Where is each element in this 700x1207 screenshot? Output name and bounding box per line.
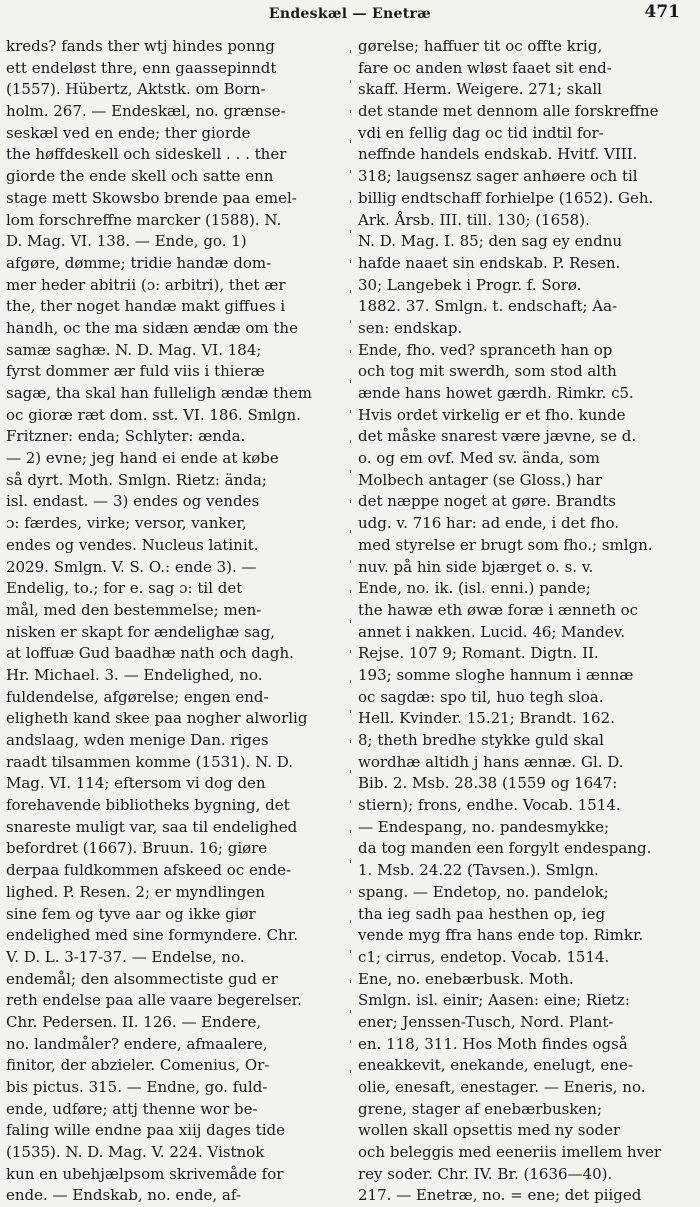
text-line: D. Mag. VI. 138. — Ende, go. 1): [6, 232, 247, 251]
text-line: oc gioræ ræt dom. sst. VI. 186. Smlgn.: [6, 405, 301, 424]
text-line: och tog mit swerdh, som stod alth: [358, 362, 617, 381]
text-line: vdi en fellig dag oc tid indtil for-: [358, 123, 604, 142]
text-line: med styrelse er brugt som fho.; smlgn.: [358, 535, 653, 554]
text-line: grene, stager af enebærbusken;: [358, 1099, 602, 1118]
text-line: 193; somme sloghe hannum i ænnæ: [358, 665, 634, 684]
text-line: no. landmåler? endere, afmaalere,: [6, 1034, 268, 1053]
text-line: gørelse; haffuer tit oc offte krig,: [358, 37, 603, 55]
text-line: N. D. Mag. I. 85; den sag ey endnu: [358, 232, 623, 251]
text-line: (1535). N. D. Mag. V. 224. Vistnok: [6, 1143, 265, 1162]
text-line: Mag. VI. 114; eftersom vi dog den: [6, 774, 266, 793]
text-line: the høffdeskell och sideskell . . . ther: [6, 145, 287, 164]
text-line: c1; cirrus, endetop. Vocab. 1514.: [358, 947, 610, 966]
text-line: eligheth kand skee paa nogher alworlig: [6, 709, 308, 728]
text-line: 30; Langebek i Progr. f. Sorø.: [358, 275, 582, 294]
text-line: (1557). Hübertz, Aktstk. om Born-: [6, 80, 266, 99]
text-line: handh, oc the ma sidæn ændæ om the: [6, 318, 298, 337]
text-line: oc sagdæ: spo til, huo tegh sloa.: [358, 687, 604, 706]
text-line: Molbech antager (se Gloss.) har: [358, 470, 603, 489]
text-line: stage mett Skowsbo brende paa emel-: [6, 188, 297, 207]
page-header: [0, 0, 700, 30]
text-line: nuv. på hin side bjærget o. s. v.: [358, 557, 594, 576]
page-number: 471: [644, 2, 680, 22]
text-line: 1882. 37. Smlgn. t. endschaft; Aa-: [358, 297, 618, 316]
text-line: vende myg ffra hans ende top. Rimkr.: [358, 926, 644, 945]
text-line: — Endespang, no. pandesmykke;: [358, 817, 610, 836]
text-line: snareste muligt var, saa til endelighed: [6, 817, 298, 836]
text-line: fare oc anden wløst faaet sit end-: [358, 58, 612, 77]
text-line: ende, udføre; attj thenne wor be-: [6, 1099, 258, 1118]
text-line: Smlgn. isl. einir; Aasen: eine; Rietz:: [358, 991, 630, 1010]
text-line: det måske snarest være jævne, se d.: [358, 427, 637, 446]
text-line: 1. Msb. 24.22 (Tavsen.). Smlgn.: [358, 861, 599, 880]
text-line: the, ther noget handæ makt giffues i: [6, 297, 286, 316]
text-line: olie, enesaft, enestager. — Eneris, no.: [358, 1078, 646, 1096]
text-line: billig endtschaff forhielpe (1652). Geh.: [358, 188, 654, 207]
text-line: raadt tilsammen komme (1531). N. D.: [6, 752, 294, 771]
text-line: 318; laugsensz sager anhøere och til: [358, 167, 638, 186]
text-line: Hell. Kvinder. 15.21; Brandt. 162.: [358, 709, 615, 728]
text-line: Hvis ordet virkelig er et fho. kunde: [358, 405, 626, 424]
text-line: annet i nakken. Lucid. 46; Mandev.: [358, 622, 626, 641]
left-column: [6, 36, 346, 1207]
text-line: fyrst dommer ær fuld viis i thieræ: [6, 362, 265, 381]
text-line: seskæl ved en ende; ther giorde: [6, 123, 251, 142]
text-line: 8; theth bredhe stykke guld skal: [358, 731, 604, 749]
text-line: derpaa fuldkommen afskeed oc ende-: [6, 861, 292, 880]
column-divider: [350, 50, 351, 1100]
text-line: sine fem og tyve aar og ikke giør: [6, 904, 256, 923]
text-line: stiern); frons, endhe. Vocab. 1514.: [358, 796, 621, 815]
text-line: sagæ, tha skal han fulleligh ændæ them: [6, 384, 312, 402]
text-line: Hr. Michael. 3. — Endelighed, no.: [6, 665, 263, 684]
text-line: kun en ubehjælpsom skrivemåde for: [6, 1164, 284, 1183]
text-line: Chr. Pedersen. II. 126. — Endere,: [6, 1012, 262, 1031]
text-line: lom forschreffne marcker (1588). N.: [6, 210, 282, 229]
text-line: det stande met dennom alle forskreffne: [358, 102, 659, 121]
text-line: Ark. Årsb. III. till. 130; (1658).: [358, 210, 590, 229]
text-line: endemål; den alsommectiste gud er: [6, 969, 278, 988]
text-line: tha ieg sadh paa hesthen op, ieg: [358, 904, 606, 923]
text-line: finitor, der abzieler. Comenius, Or-: [6, 1056, 270, 1075]
text-line: samæ saghæ. N. D. Mag. VI. 184;: [6, 340, 262, 359]
text-line: ett endeløst thre, enn gaassepinndt: [6, 58, 277, 77]
text-line: V. D. L. 3-17-37. — Endelse, no.: [6, 947, 245, 966]
text-line: en. 118, 311. Hos Moth findes også: [358, 1034, 628, 1053]
text-line: endes og vendes. Nucleus latinit.: [6, 535, 259, 554]
text-line: isl. endast. — 3) endes og vendes: [6, 492, 260, 511]
text-line: o. og em ovf. Med sv. ända, som: [358, 449, 600, 468]
text-line: giorde the ende skell och satte enn: [6, 167, 274, 186]
text-line: 2029. Smlgn. V. S. O.: ende 3). —: [6, 557, 257, 576]
text-line: ɔ: færdes, virke; versor, vanker,: [6, 514, 247, 533]
text-line: Rejse. 107 9; Romant. Digtn. II.: [358, 644, 599, 663]
text-line: andslaag, wden menige Dan. riges: [6, 731, 269, 749]
text-line: ende. — Endskab, no. ende, af-: [6, 1186, 241, 1205]
text-line: udg. v. 716 har: ad ende, i det fho.: [358, 514, 620, 533]
text-line: Ende, no. ik. (isl. enni.) pande;: [358, 579, 591, 598]
text-line: Endelig, to.; for e. sag ɔ: til det: [6, 579, 243, 598]
right-column: [358, 36, 698, 1207]
text-line: wollen skall opsettis med ny soder: [358, 1121, 621, 1140]
text-line: spang. — Endetop, no. pandelok;: [358, 882, 609, 901]
text-line: wordhæ altidh j hans ænnæ. Gl. D.: [358, 752, 624, 771]
text-line: reth endelse paa alle vaare begerelser.: [6, 991, 302, 1010]
text-line: fuldendelse, afgørelse; engen end-: [6, 687, 269, 706]
text-line: at loffuæ Gud baadhæ nath och dagh.: [6, 644, 294, 663]
text-line: endelighed med sine formyndere. Chr.: [6, 926, 298, 945]
text-line: ænde hans howet gærdh. Rimkr. c5.: [358, 384, 634, 402]
text-line: hafde naaet sin endskab. P. Resen.: [358, 253, 621, 272]
text-line: — 2) evne; jeg hand ei ende at købe: [6, 449, 279, 468]
text-line: rey soder. Chr. IV. Br. (1636—40).: [358, 1164, 613, 1183]
text-line: faling wille endne paa xiij dages tide: [6, 1121, 285, 1140]
text-line: Ende, fho. ved? spranceth han op: [358, 340, 613, 359]
text-line: mer heder abitrii (ɔ: arbitri), thet ær: [6, 275, 286, 294]
text-line: mål, med den bestemmelse; men-: [6, 600, 262, 619]
text-line: eneakkevit, enekande, enelugt, ene-: [358, 1056, 633, 1075]
text-line: ener; Jenssen-Tusch, Nord. Plant-: [358, 1012, 614, 1031]
text-line: 217. — Enetræ, no. = ene; det piiged: [358, 1186, 642, 1205]
text-line: nisken er skapt for ændelighæ sag,: [6, 622, 275, 641]
text-line: kreds? fands ther wtj hindes ponng: [6, 37, 275, 55]
text-line: forehavende bibliotheks bygning, det: [6, 796, 290, 815]
text-line: lighed. P. Resen. 2; er myndlingen: [6, 882, 265, 901]
text-line: bis pictus. 315. — Endne, go. fuld-: [6, 1078, 268, 1096]
text-line: så dyrt. Moth. Smlgn. Rietz: ända;: [6, 470, 267, 489]
text-line: neffnde handels endskab. Hvitf. VIII.: [358, 145, 638, 164]
text-line: afgøre, dømme; tridie handæ dom-: [6, 253, 272, 272]
text-line: sen: endskap.: [358, 318, 463, 337]
text-line: skaff. Herm. Weigere. 271; skall: [358, 80, 602, 99]
text-line: befordret (1667). Bruun. 16; giøre: [6, 839, 268, 858]
text-line: det næppe noget at gøre. Brandts: [358, 492, 616, 511]
text-line: da tog manden een forgylt endespang.: [358, 839, 652, 858]
text-line: Fritzner: enda; Schlyter: ænda.: [6, 427, 246, 446]
text-line: och beleggis med eeneriis imellem hver: [358, 1143, 662, 1162]
text-line: the hawæ eth øwæ foræ i ænneth oc: [358, 600, 639, 619]
text-line: Bib. 2. Msb. 28.38 (1559 og 1647:: [358, 774, 618, 793]
text-line: holm. 267. — Endeskæl, no. grænse-: [6, 102, 286, 121]
running-head: Endeskæl — Enetræ: [268, 6, 432, 22]
text-line: Ene, no. enebærbusk. Moth.: [358, 969, 574, 988]
